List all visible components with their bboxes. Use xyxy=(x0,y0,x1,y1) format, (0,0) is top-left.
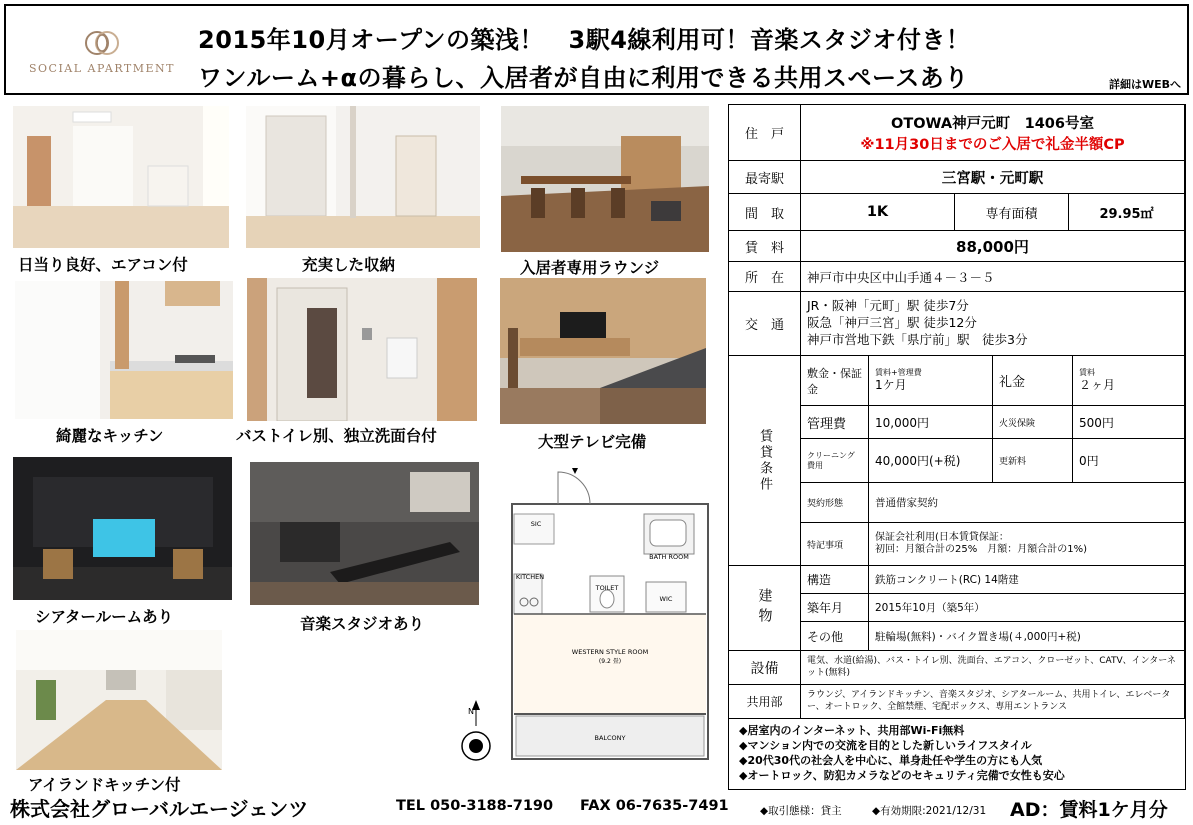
floorplan-toilet-label: TOILET xyxy=(595,584,619,592)
floorplan xyxy=(458,464,721,774)
feature-bullets xyxy=(729,719,1185,789)
web-note: 詳細はWEBへ xyxy=(1108,78,1181,91)
transport-line-3: 神戸市営地下鉄「県庁前」駅 徒歩3分 xyxy=(807,331,1028,347)
other-value: 駐輪場(無料)・バイク置き場(４,000円+税) xyxy=(869,622,1185,651)
campaign-text: ※11月30日までのご入居で礼金半額CP xyxy=(860,136,1125,153)
caption-island-kitchen: アイランドキッチン付 xyxy=(28,776,181,794)
tel-number: TEL 050-3188-7190 xyxy=(396,798,554,814)
photo-storage xyxy=(246,106,480,248)
floorplan-n-label: N xyxy=(468,707,474,716)
caption-storage: 充実した収納 xyxy=(302,256,396,274)
floorplan-balcony-label: BALCONY xyxy=(594,734,626,742)
transport-line-1: JR・阪神「元町」駅 徒歩7分 xyxy=(807,298,969,314)
label-contract: 契約形態 xyxy=(801,483,869,523)
photo-studio xyxy=(250,462,479,605)
label-transport: 交 通 xyxy=(729,292,801,356)
label-fire: 火災保険 xyxy=(993,406,1073,439)
expiry-date: ◆有効期限:2021/12/31 xyxy=(872,805,987,817)
logo xyxy=(22,28,182,80)
deposit-note: 賃料+管理費 xyxy=(875,367,922,377)
transport-cell xyxy=(801,292,1185,356)
renewal-value: 0円 xyxy=(1073,439,1185,483)
label-area: 専有面積 xyxy=(955,194,1069,231)
unit-name: OTOWA神戸元町 1406号室 xyxy=(891,115,1094,132)
label-facilities: 設備 xyxy=(729,651,801,685)
label-cleaning: クリーニング費用 xyxy=(801,439,869,483)
special-line-2: 初回：月額合計の25% 月額：月額合計の1%) xyxy=(875,544,1087,555)
caption-bath: バストイレ別、独立洗面台付 xyxy=(236,427,437,445)
contract-value: 普通借家契約 xyxy=(869,483,1185,523)
label-mgmt: 管理費 xyxy=(801,406,869,439)
label-location: 所 在 xyxy=(729,262,801,292)
structure-value: 鉄筋コンクリート(RC) 14階建 xyxy=(869,566,1185,594)
label-shared: 共用部 xyxy=(729,685,801,719)
cleaning-value: 40,000円(+税) xyxy=(869,439,993,483)
transaction-type: ◆取引態様：貸主 xyxy=(760,805,842,817)
floorplan-room-size: (9.2 畳) xyxy=(598,658,622,665)
floorplan-bath-label: BATH ROOM xyxy=(649,553,689,561)
label-built: 築年月 xyxy=(801,594,869,622)
photo-kitchen xyxy=(15,281,233,419)
special-cell xyxy=(869,523,1185,566)
facilities-value: 電気、水道(給湯)、バス・トイレ別、洗面台、エアコン、クローゼット、CATV、インターネット(無料) xyxy=(801,651,1185,685)
logo-text: SOCIAL APARTMENT xyxy=(28,62,176,75)
rent-value: 88,000円 xyxy=(801,231,1185,262)
photo-theater xyxy=(13,457,232,600)
shared-value: ラウンジ、アイランドキッチン、音楽スタジオ、シアタールーム、共用トイレ、エレベーター、オートロック、全館禁煙、宅配ボックス、専用エントランス xyxy=(801,685,1185,719)
label-building: 建物 xyxy=(729,566,801,651)
caption-studio: 音楽スタジオあり xyxy=(300,615,425,633)
bullet-2: ◆マンション内での交流を目的とした新しいライフスタイル xyxy=(739,738,1032,752)
logo-mark-icon xyxy=(82,28,122,58)
station-value: 三宮駅・元町駅 xyxy=(801,161,1185,194)
photo-island-kitchen xyxy=(16,630,222,770)
key-money-cell xyxy=(1073,356,1185,406)
ad-fee: AD：賃料1ケ月分 xyxy=(1010,799,1168,821)
bullet-3: ◆20代30代の社会人を中心に、単身赴任や学生の方にも人気 xyxy=(739,753,1043,767)
transport-line-2: 阪急「神戸三宮」駅 徒歩12分 xyxy=(807,315,977,331)
header-banner xyxy=(4,4,1189,95)
location-value: 神戸市中央区中山手通４－３－５ xyxy=(801,262,1185,292)
label-layout: 間 取 xyxy=(729,194,801,231)
company-name: 株式会社グローバルエージェンツ xyxy=(10,797,309,821)
floorplan-room-label: WESTERN STYLE ROOM xyxy=(571,648,649,656)
label-renewal: 更新料 xyxy=(993,439,1073,483)
label-other: その他 xyxy=(801,622,869,651)
floorplan-drawing xyxy=(458,464,721,774)
deposit-value: 1ケ月 xyxy=(875,378,907,392)
label-station: 最寄駅 xyxy=(729,161,801,194)
key-money-value: ２ヶ月 xyxy=(1079,378,1116,392)
layout-value: 1K xyxy=(801,194,955,231)
key-money-note: 賃料 xyxy=(1079,367,1095,377)
caption-tv: 大型テレビ完備 xyxy=(538,433,647,451)
floorplan-sic-label: SIC xyxy=(530,520,542,528)
caption-kitchen: 綺麗なキッチン xyxy=(56,427,164,445)
caption-lounge: 入居者専用ラウンジ xyxy=(520,259,660,277)
floorplan-wic-label: WIC xyxy=(659,595,673,603)
fire-value: 500円 xyxy=(1073,406,1185,439)
fax-number: FAX 06-7635-7491 xyxy=(580,798,729,814)
floorplan-kitchen-label: KITCHEN xyxy=(515,573,545,581)
headline-1: 2015年10月オープンの築浅！ 3駅4線利用可！音楽スタジオ付き！ xyxy=(198,26,971,54)
photo-bath xyxy=(247,278,477,421)
special-line-1: 保証会社利用(日本賃貸保証： xyxy=(875,531,1009,543)
built-value: 2015年10月（築5年） xyxy=(869,594,1185,622)
label-key-money: 礼金 xyxy=(993,356,1073,406)
label-deposit: 敷金・保証金 xyxy=(801,356,869,406)
deposit-cell xyxy=(869,356,993,406)
property-info-table xyxy=(728,104,1186,790)
mgmt-value: 10,000円 xyxy=(869,406,993,439)
caption-room: 日当り良好、エアコン付 xyxy=(18,256,188,274)
label-rent: 賃 料 xyxy=(729,231,801,262)
bullet-4: ◆オートロック、防犯カメラなどのセキュリティ完備で女性も安心 xyxy=(739,768,1065,782)
bullet-1: ◆居室内のインターネット、共用部Wi-Fi無料 xyxy=(739,724,965,737)
area-value: 29.95㎡ xyxy=(1069,194,1185,231)
label-conditions: 賃貸条件 xyxy=(729,356,801,566)
photo-lounge xyxy=(501,106,709,252)
label-special: 特記事項 xyxy=(801,523,869,566)
label-structure: 構造 xyxy=(801,566,869,594)
photo-tv xyxy=(500,278,706,424)
headline-2: ワンルーム+αの暮らし、入居者が自由に利用できる共用スペースあり xyxy=(198,64,969,92)
photo-room xyxy=(13,106,229,248)
label-unit: 住 戸 xyxy=(729,105,801,161)
unit-cell xyxy=(801,105,1185,161)
caption-theater: シアタールームあり xyxy=(35,608,174,626)
